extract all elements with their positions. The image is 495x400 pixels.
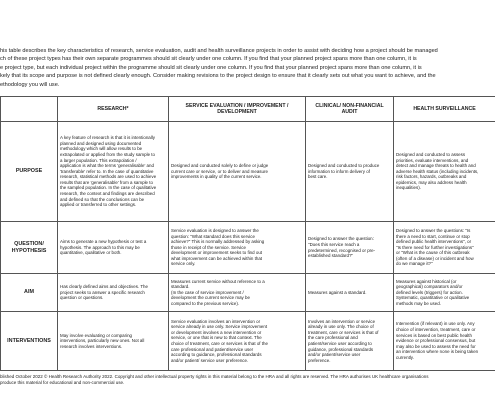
table-cell-research — [58, 312, 169, 371]
cell-text-line: detect and manage threats to health and — [396, 163, 476, 169]
cell-text-line: application is what the terms 'generalisable' and — [60, 163, 154, 169]
cell-text-line: do we manage it?" — [396, 261, 433, 267]
cell-text-line: extrapolated or applied from the study sample to — [60, 151, 155, 157]
column-header-research: RESEARCH* — [58, 97, 169, 122]
cell-text-line: planned and designed using documented — [60, 140, 142, 146]
table-cell-research — [58, 274, 169, 312]
column-header-blank — [1, 97, 58, 122]
cell-text-line: and/or patient/ service user preference. — [171, 357, 249, 363]
cell-text-line: hypothesis. The approach to this may be — [60, 244, 140, 250]
cell-text-line: those in receipt of the service. Service — [171, 244, 246, 250]
cell-text-line: service only. — [171, 261, 196, 267]
cell-text-line: A key feature of research is that it is intentionally — [60, 135, 155, 141]
cell-text-line: best care. — [308, 174, 328, 180]
table-cell-service-evaluation — [169, 312, 306, 371]
cell-text-line: the care professional and — [308, 335, 358, 341]
cell-text-line: service already in use only. Service improvement — [171, 324, 268, 330]
cell-text-line: compared to the previous service). — [171, 300, 240, 306]
copyright-footer — [0, 374, 495, 386]
cell-text-line: already in use only. The choice of — [308, 324, 374, 330]
cell-text-line: question or questions. — [60, 295, 104, 301]
table-cell-research — [58, 222, 169, 274]
intro-line: his table describes the key characteristics of research, service evaluation, audit and health surveillance projects in order to assist with deciding how a project should be managed — [0, 48, 438, 54]
row-header: PURPOSE — [1, 122, 58, 222]
cell-text-line: care professional and patient/service user — [171, 346, 254, 352]
intro-line: kely that its scope and purpose is not defined clearly enough. Consider making revisions to the project design to ensure that it clearly sets out what you want to achieve, and the — [0, 73, 436, 80]
cell-text-line: research involves interventions. — [60, 343, 123, 349]
project-types-table — [0, 96, 495, 371]
cell-text-line: risk factors, hazards, outbreaks and — [396, 174, 467, 180]
footer-line: produce this material for educational and non-commercial use. — [0, 380, 125, 386]
cell-text-line: Has clearly defined aims and objectives. The — [60, 284, 148, 290]
cell-text-line: Systematic, quantitative or qualitative — [396, 295, 470, 301]
table-row — [1, 274, 495, 312]
cell-text-line: Designed to answer the questions: "Is — [396, 227, 471, 233]
column-header-service-evaluation: SERVICE EVALUATION / IMPROVEMENT / DEVELOPMENT — [169, 97, 306, 122]
table-cell-health-surveillance — [394, 122, 495, 222]
cell-text-line: epidemics, may also address health — [396, 179, 467, 185]
cell-text-line: development the current service may be — [171, 295, 250, 301]
cell-text-line: geographical) comparators and/or — [396, 284, 463, 290]
cell-text-line: standard. — [171, 284, 190, 290]
cell-text-line: priorities, evaluate interventions, and — [396, 157, 469, 163]
cell-text-line: quantitative, qualitative or both. — [60, 250, 122, 256]
table-cell-research — [58, 122, 169, 222]
cell-text-line: adverse health status (including incidents, — [396, 168, 479, 174]
cell-text-line: project seeks to answer a specific research — [60, 289, 145, 295]
cell-text-line: information to inform delivery of — [308, 168, 370, 174]
table-row — [1, 222, 495, 274]
cell-text-line: Intervention (if relevant) in use only. Any — [396, 321, 475, 327]
cell-text-line: research, statistical methods are used to achieve — [60, 174, 157, 180]
cell-text-line: Designed and conducted to produce — [308, 163, 380, 169]
cell-text-line: established standard?" — [308, 253, 353, 259]
table-cell-clinical-audit — [306, 222, 394, 274]
cell-text-line: choice of intervention, treatment, care or — [396, 327, 476, 333]
cell-text-line: there a need to start, continue or stop — [396, 233, 470, 239]
cell-text-line: defined public health interventions", or — [396, 239, 472, 245]
row-header: QUESTION/ HYPOTHESIS — [1, 222, 58, 274]
table-cell-service-evaluation — [169, 222, 306, 274]
cell-text-line: evidence or professional consensus, but — [396, 338, 476, 344]
table-cell-health-surveillance — [394, 274, 495, 312]
cell-text-line: question: "What standard does this service — [171, 233, 255, 239]
intro-paragraph — [0, 47, 495, 89]
cell-text-line: May involve evaluating or comparing — [60, 332, 133, 338]
column-header-health-surveillance: HEALTH SURVEILLANCE — [394, 97, 495, 122]
table-cell-clinical-audit — [306, 312, 394, 371]
cell-text-line: services is based on best public health — [396, 332, 472, 338]
cell-text-line: "Does this service reach a — [308, 241, 360, 247]
cell-text-line: Designed and conducted solely to define or judge — [171, 163, 269, 169]
table-cell-clinical-audit — [306, 274, 394, 312]
cell-text-line: according to guidance, professional standards — [171, 352, 262, 358]
table-row — [1, 122, 495, 222]
table-cell-health-surveillance — [394, 222, 495, 274]
cell-text-line: research, the context and findings are described — [60, 191, 155, 197]
cell-text-line: improvements in quality of the current service. — [171, 174, 262, 180]
cell-text-line: choice of treatment, care or services is that of the — [171, 341, 268, 346]
table-header-row — [1, 97, 495, 122]
cell-text-line: or "What is the cause of this outbreak — [396, 250, 470, 256]
cell-text-line: "Is there need for further investigations" — [396, 244, 474, 250]
table-cell-service-evaluation — [169, 122, 306, 222]
cell-text-line: applied or transferred to other settings. — [60, 202, 137, 208]
row-header: AIM — [1, 274, 58, 312]
cell-text-line: and/or patient/service user — [308, 352, 361, 358]
cell-text-line: an intervention where none is being taken — [396, 349, 479, 355]
cell-text-line: development or improvement seeks to find out — [171, 250, 263, 256]
cell-text-line: preference. — [308, 357, 331, 363]
cell-text-line: Measures against historical (or — [396, 278, 457, 284]
cell-text-line: Involves an intervention or service — [308, 318, 376, 324]
cell-text-line: or development involves a new intervention or — [171, 329, 262, 335]
cell-text-line: defined levels (triggers) for action. — [396, 289, 463, 295]
intro-line: ethodology you will use. — [0, 81, 60, 88]
cell-text-line: what improvement can be achieved within that — [171, 255, 263, 261]
row-header: INTERVENTIONS — [1, 312, 58, 371]
cell-text-line: Designed and conducted to assess — [396, 151, 466, 157]
cell-text-line: currently. — [396, 354, 414, 360]
cell-text-line: the sampled population. In the case of qualitative — [60, 185, 157, 191]
cell-text-line: methods may be used. — [396, 300, 441, 306]
table-cell-health-surveillance — [394, 312, 495, 371]
intro-line: ch of these project types has their own separate programmes should sit clearly under one column. If you find that your planned project spans more than one column, it is — [0, 56, 417, 63]
cell-text-line: Designed to answer the question: — [308, 236, 374, 242]
cell-text-line: interventions, particularly new ones. Not all — [60, 338, 145, 344]
cell-text-line: guidance, professional standards — [308, 346, 374, 352]
cell-text-line: (In the case of service improvement / — [171, 289, 244, 295]
cell-text-line: Measures current service without reference to a — [171, 278, 265, 284]
cell-text-line: and defined so that the conclusions can be — [60, 196, 145, 202]
cell-text-line: methodology which will allow results to be — [60, 146, 143, 152]
cell-text-line: Service evaluation is designed to answer the — [171, 227, 259, 233]
column-header-clinical-audit: CLINICAL/ NON-FINANCIAL AUDIT — [306, 97, 394, 122]
cell-text-line: Service evaluation involves an intervention or — [171, 318, 261, 324]
cell-text-line: a larger population. This extrapolation / — [60, 157, 137, 163]
cell-text-line: results that are 'generalisable' from a sample to — [60, 179, 153, 185]
cell-text-line: patient/service user according to — [308, 341, 372, 346]
cell-text-line: (often of a disease) or incident and how — [396, 255, 474, 261]
cell-text-line: current care or service, or to deliver and measure — [171, 168, 268, 174]
cell-text-line: treatment, care or services is that of — [308, 329, 379, 335]
cell-text-line: predetermined, recognised or pre- — [308, 247, 376, 253]
cell-text-line: service, or one that is new to that context. The — [171, 335, 262, 341]
cell-text-line: 'transferable' refer to. In the case of quantitative — [60, 168, 154, 174]
cell-text-line: Measures against a standard. — [308, 289, 367, 295]
table-cell-service-evaluation — [169, 274, 306, 312]
table-row — [1, 312, 495, 371]
footer-line: blished October 2022 © Health Research Authority 2022. Copyright and other intellectual property rights in this material belong to the HRA and all rights are reserved. The HRA authorises UK healthcare organisations — [0, 374, 429, 379]
cell-text-line: may also be used to assess the need for — [396, 343, 476, 349]
cell-text-line: inequalities). — [396, 185, 421, 191]
cell-text-line: achieve?" This is normally addressed by asking — [171, 239, 265, 245]
intro-line: e project type, but each individual project within the programme should sit clearly under one column. If you find that your planned project spans more than one column, it is — [0, 64, 422, 71]
cell-text-line: Aims to generate a new hypothesis or test a — [60, 239, 147, 245]
table-cell-clinical-audit — [306, 122, 394, 222]
